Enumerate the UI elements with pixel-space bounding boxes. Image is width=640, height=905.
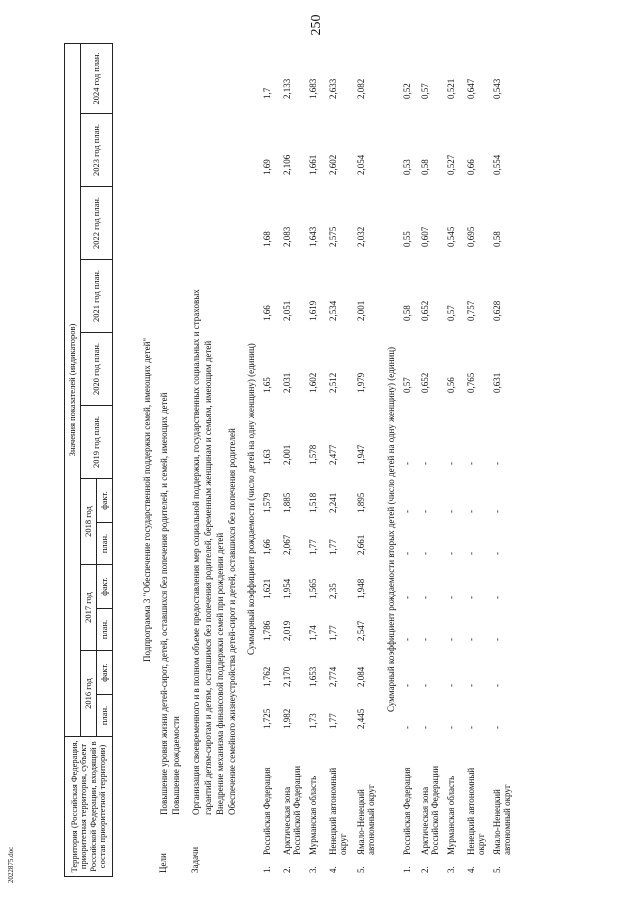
value-cell: - xyxy=(402,552,412,555)
task-line: Организация своевременного и в полном объеме предоставления мер социальной поддержки, государственных социальных и страховых xyxy=(191,289,201,815)
value-cell: - xyxy=(466,596,476,599)
value-cell: - xyxy=(466,510,476,513)
territory-name: Арктическая зона Российской Федерации xyxy=(420,765,440,855)
fact-header: факт. xyxy=(97,651,113,695)
value-cell: 1,979 xyxy=(356,372,366,393)
value-cell: 0,765 xyxy=(466,372,476,393)
value-cell: 2,083 xyxy=(282,226,292,247)
value-cell: - xyxy=(492,510,502,513)
goal-line: Повышение уровня жизни детей-сирот, детей, оставшихся без попечения родителей, и семей, имеющих детей xyxy=(159,392,169,815)
value-cell: 1,66 xyxy=(262,305,272,321)
table-row xyxy=(282,42,302,877)
value-cell: 1,565 xyxy=(308,578,318,599)
value-cell: 0,545 xyxy=(446,226,456,247)
value-cell: 0,554 xyxy=(492,154,502,175)
value-cell: 1,621 xyxy=(262,578,272,599)
value-cell: - xyxy=(420,552,430,555)
value-cell: 2,445 xyxy=(356,708,366,729)
territory-name: Российская Федерация xyxy=(402,767,412,855)
value-cell: 1,948 xyxy=(356,578,366,599)
value-cell: 2,170 xyxy=(282,666,292,687)
value-cell: 2,067 xyxy=(282,534,292,555)
value-cell: 0,66 xyxy=(466,159,476,175)
row-number: 5. xyxy=(356,866,366,873)
value-cell: 0,647 xyxy=(466,78,476,99)
value-cell: 0,652 xyxy=(420,372,430,393)
value-cell: 2,082 xyxy=(356,78,366,99)
territory-name: Ненецкий автономный округ xyxy=(466,767,486,855)
value-cell: 1,643 xyxy=(308,226,318,247)
value-cell: 1,602 xyxy=(308,372,318,393)
value-cell: 1,63 xyxy=(262,449,272,465)
value-cell: 2,084 xyxy=(356,666,366,687)
value-cell: 1,578 xyxy=(308,444,318,465)
table-row xyxy=(402,42,415,877)
value-cell: - xyxy=(402,726,412,729)
value-cell: - xyxy=(420,726,430,729)
table-row xyxy=(446,42,459,877)
page-number: 250 xyxy=(309,14,324,36)
value-cell: - xyxy=(446,726,456,729)
row-number: 2. xyxy=(282,866,292,873)
header-table xyxy=(64,43,113,877)
value-cell: 0,57 xyxy=(446,305,456,321)
value-cell: 2,032 xyxy=(356,226,366,247)
value-cell: 2,106 xyxy=(282,154,292,175)
value-cell: 2,35 xyxy=(328,583,338,599)
year-2018-header: 2018 год xyxy=(81,479,97,565)
value-cell: 2,054 xyxy=(356,154,366,175)
value-cell: 1,683 xyxy=(308,78,318,99)
row-number: 4. xyxy=(466,866,476,873)
col-2019-header: 2019 год план. xyxy=(81,406,113,479)
plan-header: план. xyxy=(97,695,113,737)
year-2017-header: 2017 год xyxy=(81,565,97,651)
fact-header: факт. xyxy=(97,565,113,609)
value-cell: 2,534 xyxy=(328,300,338,321)
value-cell: - xyxy=(466,462,476,465)
territory-name: Мурманская область xyxy=(446,775,456,855)
task-line: Обеспечение семейного жизнеустройства детей-сирот и детей, оставшихся без попечения родителей xyxy=(227,428,237,815)
value-cell: 0,607 xyxy=(420,226,430,247)
value-cell: - xyxy=(466,552,476,555)
indicator2-title: Суммарный коэффициент рождаемости вторых детей (число детей на одну женщину) (единиц) xyxy=(386,346,396,712)
value-cell: 1,74 xyxy=(308,625,318,641)
value-cell: 0,757 xyxy=(466,300,476,321)
value-cell: 0,543 xyxy=(492,78,502,99)
task-line: Внедрение механизма финансовой поддержки семей при рождении детей xyxy=(215,532,225,815)
value-cell: 1,73 xyxy=(308,713,318,729)
value-cell: 0,58 xyxy=(420,159,430,175)
value-cell: - xyxy=(466,726,476,729)
year-2016-header: 2016 год xyxy=(81,651,97,737)
value-cell: 0,58 xyxy=(492,231,502,247)
value-cell: 1,725 xyxy=(262,708,272,729)
value-cell: 1,69 xyxy=(262,159,272,175)
table-row xyxy=(466,42,486,877)
territory-name: Арктическая зона Российской Федерации xyxy=(282,765,302,855)
value-cell: 1,762 xyxy=(262,666,272,687)
value-cell: 2,001 xyxy=(356,300,366,321)
value-cell: 2,031 xyxy=(282,372,292,393)
table-row xyxy=(262,42,275,877)
value-cell: 2,774 xyxy=(328,666,338,687)
value-cell: 2,547 xyxy=(356,620,366,641)
value-cell: - xyxy=(402,462,412,465)
fact-header: факт. xyxy=(97,479,113,523)
indicators-header: Значения показателей (индикаторов) xyxy=(65,43,81,736)
value-cell: 1,653 xyxy=(308,666,318,687)
value-cell: 0,57 xyxy=(402,377,412,393)
row-number: 3. xyxy=(308,866,318,873)
col-2021-header: 2021 год план. xyxy=(81,260,113,333)
goal-line: Повышение рождаемости xyxy=(171,716,181,815)
value-cell: - xyxy=(492,684,502,687)
indicator1-title: Суммарный коэффициент рождаемости (число детей на одну женщину) (единиц) xyxy=(246,343,256,655)
table-row xyxy=(492,42,512,877)
value-cell: 1,895 xyxy=(356,492,366,513)
value-cell: 2,241 xyxy=(328,492,338,513)
goals-label: Цели xyxy=(158,853,168,873)
value-cell: 2,019 xyxy=(282,620,292,641)
value-cell: - xyxy=(402,596,412,599)
value-cell: 2,001 xyxy=(282,444,292,465)
value-cell: 1,579 xyxy=(262,492,272,513)
value-cell: - xyxy=(420,638,430,641)
value-cell: - xyxy=(492,638,502,641)
value-cell: 0,55 xyxy=(402,231,412,247)
value-cell: 1,77 xyxy=(308,539,318,555)
row-number: 1. xyxy=(262,866,272,873)
value-cell: - xyxy=(446,510,456,513)
value-cell: 0,652 xyxy=(420,300,430,321)
rotated-content xyxy=(64,42,548,877)
value-cell: - xyxy=(402,684,412,687)
row-number: 5. xyxy=(492,866,502,873)
col-2020-header: 2020 год план. xyxy=(81,333,113,406)
value-cell: 1,619 xyxy=(308,300,318,321)
row-number: 2. xyxy=(420,866,430,873)
value-cell: 2,133 xyxy=(282,78,292,99)
value-cell: 1,947 xyxy=(356,444,366,465)
value-cell: - xyxy=(492,462,502,465)
value-cell: - xyxy=(446,462,456,465)
value-cell: - xyxy=(420,596,430,599)
value-cell: 0,631 xyxy=(492,372,502,393)
value-cell: 0,695 xyxy=(466,226,476,247)
value-cell: 1,982 xyxy=(282,708,292,729)
col-2024-header: 2024 год план. xyxy=(81,43,113,113)
tasks-label: Задачи xyxy=(190,846,200,873)
tasks-text xyxy=(190,55,238,815)
value-cell: 2,633 xyxy=(328,78,338,99)
table-row xyxy=(308,42,321,877)
table-row xyxy=(356,42,376,877)
task-line: гарантий детям-сиротам и детям, оставшимся без попечения родителей, беременным женщинам и семьям, имеющим детей xyxy=(203,340,213,815)
value-cell: 1,68 xyxy=(262,231,272,247)
territory-name: Мурманская область xyxy=(308,775,318,855)
value-cell: 0,56 xyxy=(446,377,456,393)
value-cell: 1,77 xyxy=(328,713,338,729)
value-cell: 0,521 xyxy=(446,78,456,99)
value-cell: - xyxy=(492,726,502,729)
value-cell: 0,58 xyxy=(402,305,412,321)
value-cell: - xyxy=(402,510,412,513)
footer-filename: 2022875.doc xyxy=(7,846,15,884)
value-cell: 0,52 xyxy=(402,83,412,99)
value-cell: - xyxy=(420,684,430,687)
table-row xyxy=(328,42,348,877)
territory-name: Российская Федерация xyxy=(262,767,272,855)
row-number: 4. xyxy=(328,866,338,873)
table-row xyxy=(420,42,440,877)
value-cell: 1,661 xyxy=(308,154,318,175)
value-cell: 2,051 xyxy=(282,300,292,321)
value-cell: - xyxy=(492,596,502,599)
value-cell: 0,57 xyxy=(420,83,430,99)
value-cell: 1,954 xyxy=(282,578,292,599)
value-cell: 2,512 xyxy=(328,372,338,393)
value-cell: 2,477 xyxy=(328,444,338,465)
territory-name: Ямало-Ненецкий автономный округ xyxy=(356,784,376,855)
value-cell: - xyxy=(466,638,476,641)
value-cell: - xyxy=(446,596,456,599)
value-cell: 1,786 xyxy=(262,620,272,641)
value-cell: 2,575 xyxy=(328,226,338,247)
territory-name: Ненецкий автономный округ xyxy=(328,767,348,855)
plan-header: план. xyxy=(97,609,113,651)
value-cell: - xyxy=(492,552,502,555)
value-cell: 2,602 xyxy=(328,154,338,175)
value-cell: 1,77 xyxy=(328,539,338,555)
value-cell: 1,65 xyxy=(262,377,272,393)
value-cell: - xyxy=(420,462,430,465)
value-cell: 1,66 xyxy=(262,539,272,555)
territory-name: Ямало-Ненецкий автономный округ xyxy=(492,784,512,855)
value-cell: - xyxy=(446,684,456,687)
value-cell: 1,885 xyxy=(282,492,292,513)
value-cell: - xyxy=(466,684,476,687)
value-cell: 1,77 xyxy=(328,625,338,641)
value-cell: 0,527 xyxy=(446,154,456,175)
value-cell: 1,7 xyxy=(262,87,272,99)
value-cell: 0,628 xyxy=(492,300,502,321)
value-cell: 0,53 xyxy=(402,159,412,175)
col-2022-header: 2022 год план. xyxy=(81,187,113,260)
value-cell: 1,518 xyxy=(308,492,318,513)
plan-header: план. xyxy=(97,523,113,565)
value-cell: - xyxy=(446,638,456,641)
subprogram-title: Подпрограмма 3 "Обеспечение государственной поддержки семей, имеющих детей" xyxy=(142,337,152,662)
value-cell: - xyxy=(420,510,430,513)
value-cell: 2,661 xyxy=(356,534,366,555)
goals-text xyxy=(158,55,182,815)
value-cell: - xyxy=(402,638,412,641)
row-number: 1. xyxy=(402,866,412,873)
col-2023-header: 2023 год план. xyxy=(81,114,113,187)
row-number: 3. xyxy=(446,866,456,873)
indicator-table-page xyxy=(64,42,548,877)
territory-header: Территория (Российская Федерация, приоритетная территория, субъект Российской Федерации, входящий в состав приоритетной территории) xyxy=(65,737,113,877)
value-cell: - xyxy=(446,552,456,555)
